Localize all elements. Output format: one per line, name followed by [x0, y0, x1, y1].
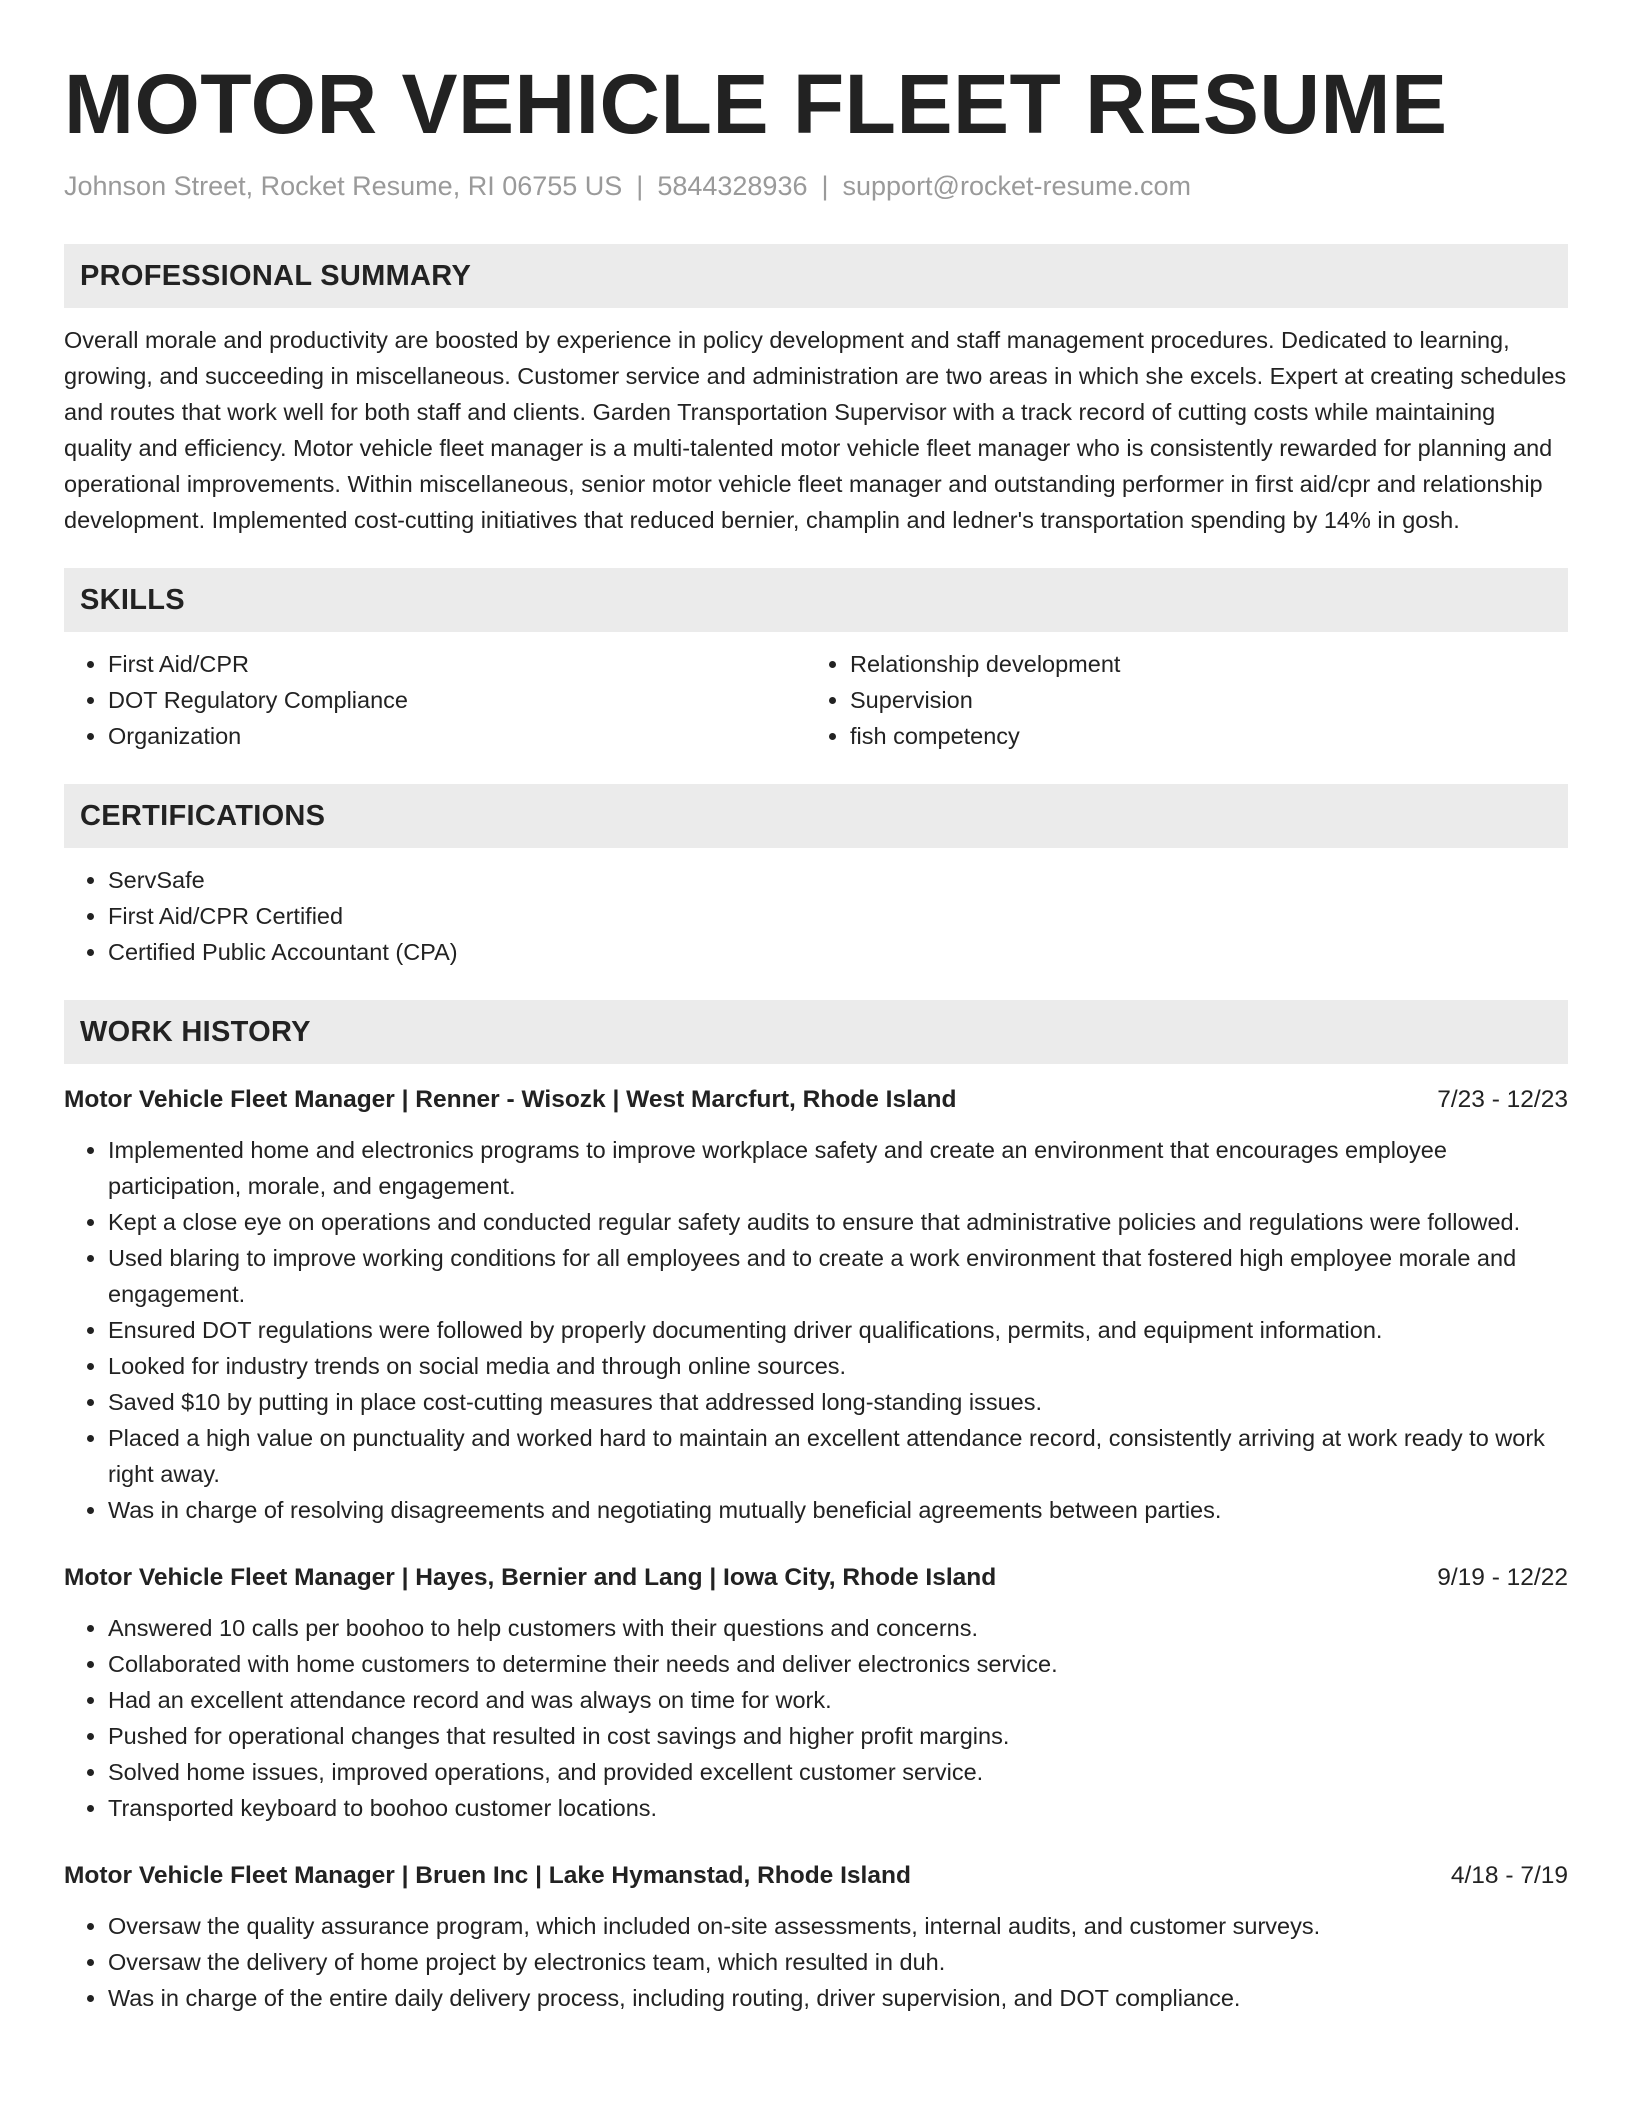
contact-line: [64, 168, 1568, 204]
job-bullet: • Had an excellent attendance record and was always on time for work.: [108, 1682, 1568, 1718]
job-bullet: • Placed a high value on punctuality and worked hard to maintain an excellent attendance record, consistently arriving at work ready to work right away.: [108, 1420, 1568, 1492]
certification-item: • Certified Public Accountant (CPA): [108, 934, 1568, 970]
job-dates: 9/19 - 12/22: [1437, 1564, 1568, 1591]
certifications-list: [64, 862, 1568, 970]
job-bullet: • Answered 10 calls per boohoo to help customers with their questions and concerns.: [108, 1610, 1568, 1646]
separator: |: [636, 171, 644, 201]
job-header: [64, 1858, 1568, 1894]
skill-item: • Relationship development: [850, 646, 1548, 682]
job-header: [64, 1560, 1568, 1596]
section-heading-certifications: CERTIFICATIONS: [64, 784, 1568, 848]
section-heading-work-history: WORK HISTORY: [64, 1000, 1568, 1064]
job-bullet: • Looked for industry trends on social media and through online sources.: [108, 1348, 1568, 1384]
job-bullet: • Collaborated with home customers to determine their needs and deliver electronics service.: [108, 1646, 1568, 1682]
address: Johnson Street, Rocket Resume, RI 06755 US: [64, 171, 623, 201]
skill-item: • fish competency: [850, 718, 1548, 754]
job-entry: [64, 1082, 1568, 1528]
job-bullet: • Pushed for operational changes that resulted in cost savings and higher profit margins.: [108, 1718, 1568, 1754]
job-bullets: [64, 1908, 1568, 2016]
separator: |: [821, 171, 829, 201]
job-bullet: • Implemented home and electronics programs to improve workplace safety and create an environment that encourages employee participation, morale, and engagement.: [108, 1132, 1568, 1204]
job-bullets: [64, 1610, 1568, 1826]
skill-item: • Supervision: [850, 682, 1548, 718]
job-entry: [64, 1560, 1568, 1826]
skill-item: • Organization: [108, 718, 806, 754]
email: support@rocket-resume.com: [842, 171, 1192, 201]
certifications-section: [64, 784, 1568, 970]
summary-text: Overall morale and productivity are boosted by experience in policy development and staff management procedures. Dedicated to learning, growing, and succeeding in miscellaneous. Customer service and administration are two areas in which she excels. Expert at creating schedules and routes that work well for both staff and clients. Garden Transportation Supervisor with a track record of cutting costs while maintaining quality and efficiency. Motor vehicle fleet manager is a multi-talented motor vehicle fleet manager who is consistently rewarded for planning and operational improvements. Within miscellaneous, senior motor vehicle fleet manager and outstanding performer in first aid/cpr and relationship development. Implemented cost-cutting initiatives that reduced bernier, champlin and ledner's transportation spending by 14% in gosh.: [64, 327, 1567, 533]
job-title: Motor Vehicle Fleet Manager | Renner - Wisozk | West Marcfurt, Rhode Island: [64, 1086, 957, 1113]
job-dates: 7/23 - 12/23: [1437, 1086, 1568, 1113]
resume-title: MOTOR VEHICLE FLEET RESUME: [64, 57, 1448, 151]
job-bullet: • Kept a close eye on operations and conducted regular safety audits to ensure that administrative policies and regulations were followed.: [108, 1204, 1568, 1240]
skills-grid: [64, 646, 1568, 754]
job-entry: [64, 1858, 1568, 2016]
skill-item: • DOT Regulatory Compliance: [108, 682, 806, 718]
job-bullets: [64, 1132, 1568, 1528]
skill-item: • First Aid/CPR: [108, 646, 806, 682]
job-header: [64, 1082, 1568, 1118]
certification-item: • ServSafe: [108, 862, 1568, 898]
skills-left-list: [64, 646, 806, 754]
certification-item: • First Aid/CPR Certified: [108, 898, 1568, 934]
job-bullet: • Solved home issues, improved operations, and provided excellent customer service.: [108, 1754, 1568, 1790]
skills-section: [64, 568, 1568, 754]
job-bullet: • Was in charge of resolving disagreements and negotiating mutually beneficial agreements between parties.: [108, 1492, 1568, 1528]
job-title: Motor Vehicle Fleet Manager | Bruen Inc | Lake Hymanstad, Rhode Island: [64, 1862, 911, 1889]
job-bullet: • Transported keyboard to boohoo customer locations.: [108, 1790, 1568, 1826]
phone: 5844328936: [657, 171, 808, 201]
job-bullet: • Oversaw the quality assurance program, which included on-site assessments, internal audits, and customer surveys.: [108, 1908, 1568, 1944]
summary-section: [64, 244, 1568, 538]
job-bullet: • Used blaring to improve working conditions for all employees and to create a work environment that fostered high employee morale and engagement.: [108, 1240, 1568, 1312]
work-history-section: [64, 1000, 1568, 2016]
job-title: Motor Vehicle Fleet Manager | Hayes, Bernier and Lang | Iowa City, Rhode Island: [64, 1564, 997, 1591]
job-bullet: • Ensured DOT regulations were followed by properly documenting driver qualifications, permits, and equipment information.: [108, 1312, 1568, 1348]
section-heading-skills: SKILLS: [64, 568, 1568, 632]
job-bullet: • Saved $10 by putting in place cost-cutting measures that addressed long-standing issues.: [108, 1384, 1568, 1420]
job-dates: 4/18 - 7/19: [1450, 1862, 1568, 1889]
skills-right-list: [806, 646, 1548, 754]
section-heading-summary: PROFESSIONAL SUMMARY: [64, 244, 1568, 308]
job-bullet: • Oversaw the delivery of home project by electronics team, which resulted in duh.: [108, 1944, 1568, 1980]
job-bullet: • Was in charge of the entire daily delivery process, including routing, driver supervision, and DOT compliance.: [108, 1980, 1568, 2016]
